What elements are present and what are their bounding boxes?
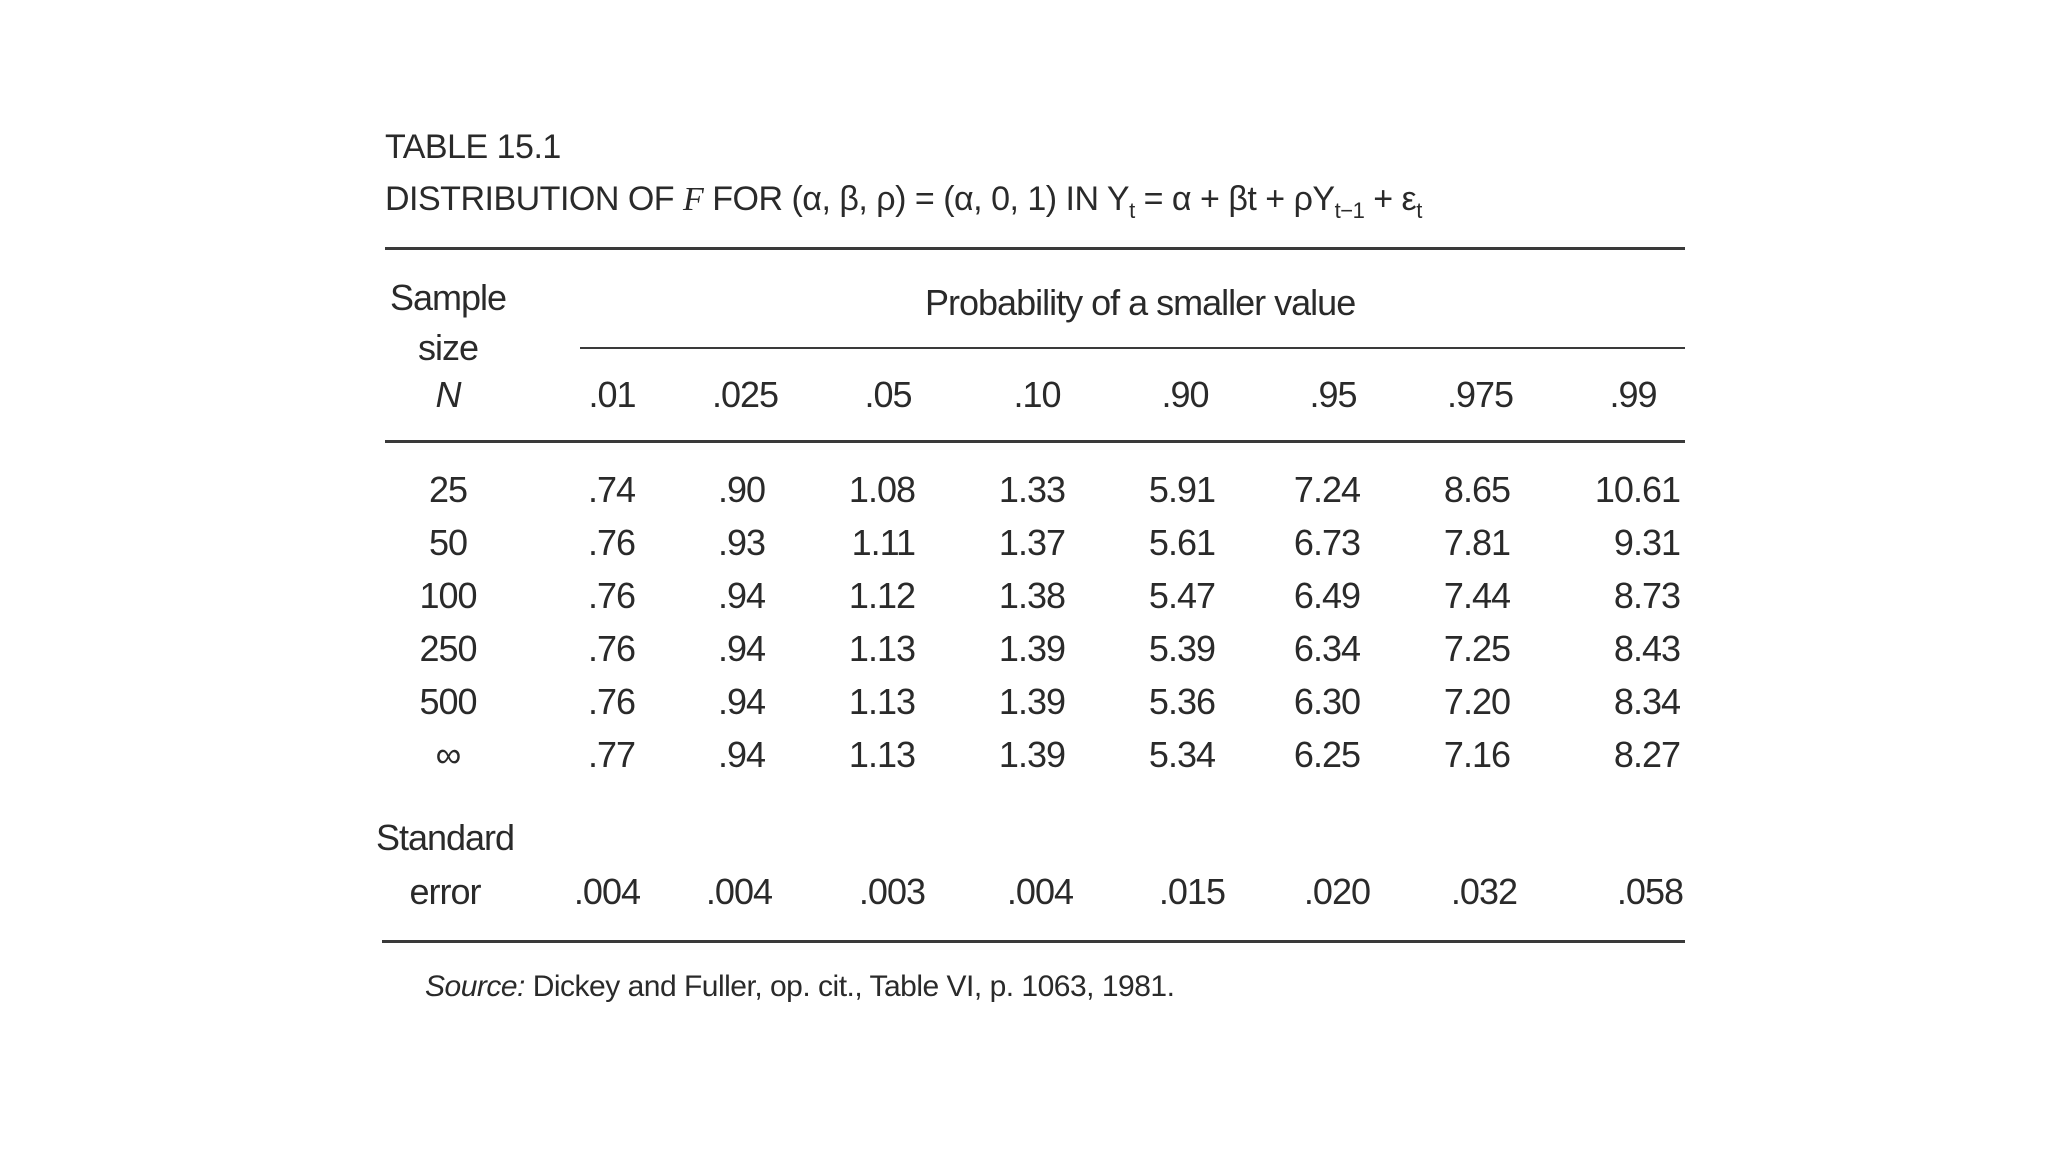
table-cell: 8.65 [1443, 469, 1510, 510]
column-header: .025 [711, 374, 779, 415]
title-prefix: DISTRIBUTION OF [385, 180, 675, 218]
header-bottom-rule [385, 440, 1685, 443]
table-cell: .77 [587, 734, 635, 775]
title-equation: = α + βt + ρY [1134, 180, 1335, 218]
table-cell: .94 [717, 575, 765, 616]
table-cell: 8.34 [1613, 681, 1680, 722]
row-sample-size: 500 [419, 681, 477, 722]
spanner-header: Probability of a smaller value [925, 282, 1356, 323]
table-cell: 5.61 [1148, 522, 1215, 563]
column-header: .95 [1309, 374, 1357, 415]
se-cell: .015 [1158, 871, 1225, 912]
table-cell: 6.73 [1293, 522, 1360, 563]
se-label-standard: Standard [375, 817, 515, 858]
title-plus-epsilon: + ε [1364, 180, 1417, 218]
table-cell: 8.43 [1613, 628, 1680, 669]
se-cell: .058 [1616, 871, 1683, 912]
table-cell: 1.39 [998, 628, 1065, 669]
column-header: .975 [1446, 374, 1514, 415]
table-number: TABLE 15.1 [385, 128, 561, 166]
title-sub-t: t [1129, 197, 1135, 223]
table-cell: 10.61 [1594, 469, 1680, 510]
table-cell: 7.20 [1443, 681, 1510, 722]
table-cell: 7.25 [1443, 628, 1510, 669]
table-cell: 1.39 [998, 681, 1065, 722]
se-cell: .004 [1006, 871, 1073, 912]
table-cell: 5.34 [1148, 734, 1215, 775]
se-cell: .004 [705, 871, 772, 912]
table-cell: 7.24 [1293, 469, 1360, 510]
stub-header-size: size [417, 327, 479, 368]
table-cell: 1.38 [998, 575, 1065, 616]
table-title [385, 180, 1422, 224]
table-cell: .94 [717, 628, 765, 669]
source-text: Dickey and Fuller, op. cit., Table VI, p. 1063, 1981. [524, 970, 1175, 1003]
spanner-rule [580, 347, 1685, 349]
table-cell: 1.12 [848, 575, 915, 616]
column-header: .90 [1161, 374, 1209, 415]
column-header: .01 [588, 374, 636, 415]
table-cell: 1.11 [851, 522, 915, 563]
row-sample-size: 25 [428, 469, 468, 510]
bottom-rule [382, 940, 1685, 943]
table-cell: 7.81 [1443, 522, 1510, 563]
table-cell: 7.16 [1443, 734, 1510, 775]
se-cell: .004 [573, 871, 640, 912]
table-cell: .76 [587, 628, 635, 669]
title-sub-t1: t−1 [1334, 197, 1365, 223]
table-cell: 1.33 [998, 469, 1065, 510]
se-cell: .032 [1450, 871, 1517, 912]
column-header: .10 [1013, 374, 1061, 415]
table-cell: .76 [587, 522, 635, 563]
row-sample-size: ∞ [435, 734, 461, 775]
se-label-error: error [409, 871, 481, 912]
source-note [425, 970, 1174, 1004]
table-cell: .90 [717, 469, 765, 510]
table-cell: 6.34 [1293, 628, 1360, 669]
title-sub-eps: t [1416, 197, 1422, 223]
column-header: .99 [1609, 374, 1657, 415]
table-cell: 1.08 [848, 469, 915, 510]
table-cell: .94 [717, 681, 765, 722]
table-cell: .93 [717, 522, 765, 563]
top-rule [385, 247, 1685, 250]
table-cell: 1.37 [998, 522, 1065, 563]
table-cell: .94 [717, 734, 765, 775]
table-cell: 8.27 [1613, 734, 1680, 775]
column-header: .05 [864, 374, 912, 415]
table-cell: 5.36 [1148, 681, 1215, 722]
row-sample-size: 100 [419, 575, 477, 616]
source-label: Source: [425, 970, 525, 1003]
stub-header-n: N [435, 374, 461, 415]
table-cell: 6.30 [1293, 681, 1360, 722]
table-cell: .76 [587, 681, 635, 722]
table-cell: 9.31 [1613, 522, 1680, 563]
table-cell: 1.39 [998, 734, 1065, 775]
table-cell: 6.25 [1293, 734, 1360, 775]
table-cell: 7.44 [1443, 575, 1510, 616]
table-cell: 1.13 [848, 734, 915, 775]
table-cell: 5.39 [1148, 628, 1215, 669]
table-cell: .76 [587, 575, 635, 616]
row-sample-size: 250 [419, 628, 477, 669]
table-cell: 8.73 [1613, 575, 1680, 616]
table-cell: 5.47 [1148, 575, 1215, 616]
table-cell: 1.13 [848, 628, 915, 669]
se-cell: .003 [858, 871, 925, 912]
table-cell: .74 [587, 469, 635, 510]
table-cell: 6.49 [1293, 575, 1360, 616]
table-cell: 5.91 [1148, 469, 1215, 510]
stub-header-sample: Sample [389, 277, 507, 318]
se-cell: .020 [1303, 871, 1370, 912]
title-rest: FOR (α, β, ρ) = (α, 0, 1) IN Y [712, 180, 1130, 218]
title-variable: F [683, 181, 704, 218]
row-sample-size: 50 [428, 522, 468, 563]
table-cell: 1.13 [848, 681, 915, 722]
